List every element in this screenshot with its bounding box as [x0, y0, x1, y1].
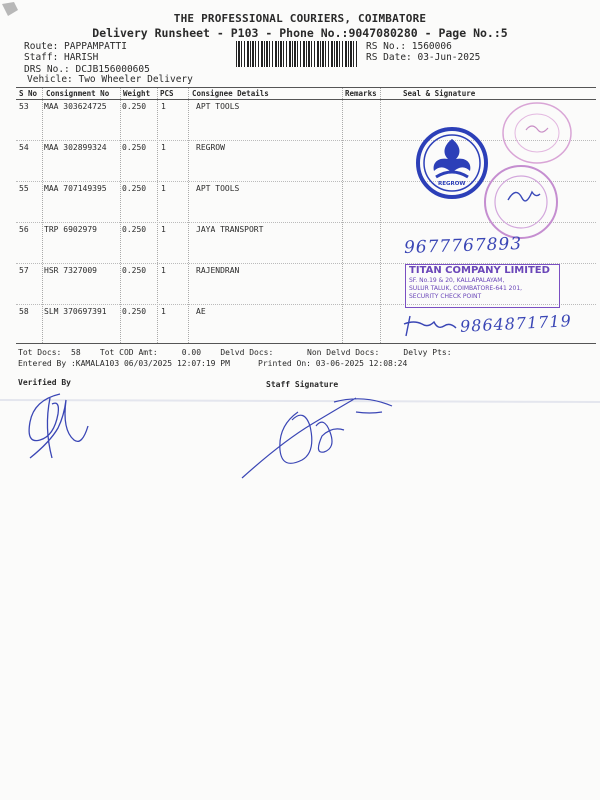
col-pcs: PCS [160, 89, 174, 98]
round-stamp-faint [498, 98, 576, 168]
rs-date: RS Date: 03-Jun-2025 [366, 52, 481, 63]
titan-line-2: SF. No.19 & 20, KALLAPALAYAM, [409, 277, 505, 284]
col-sno: S No [19, 89, 38, 98]
cell-consignee: JAYA TRANSPORT [196, 225, 264, 234]
col-consignment: Consignment No [46, 89, 110, 98]
cell-consignee: REGROW [196, 143, 225, 152]
vehicle-label: Vehicle: Two Wheeler Delivery [27, 74, 193, 85]
staff-label: Staff: HARISH [24, 52, 99, 63]
titan-line-3: SULUR TALUK, COIMBATORE-641 201, [409, 285, 523, 292]
printed-on: Printed On: 03-06-2025 12:08:24 [258, 359, 408, 368]
non-delvd-docs-label: Non Delvd Docs: [307, 348, 380, 357]
cell-sno: 55 [19, 184, 29, 193]
staff-signature-label: Staff Signature [266, 380, 339, 389]
barcode [236, 41, 358, 67]
col-seal: Seal & Signature [403, 89, 476, 98]
cell-consignment: TRP 6902979 [44, 225, 97, 234]
drs-label: DRS No.: DCJB156000605 [24, 64, 150, 75]
cell-consignment: SLM 370697391 [44, 307, 107, 316]
regrow-stamp-text: REGROW [438, 181, 466, 187]
delvd-docs-label: Delvd Docs: [220, 348, 274, 357]
cell-sno: 54 [19, 143, 29, 152]
row-signature [402, 312, 462, 342]
cell-consignment: MAA 303624725 [44, 102, 107, 111]
cell-weight: 0.250 [122, 307, 147, 316]
cell-consignee: APT TOOLS [196, 184, 240, 193]
cell-weight: 0.250 [122, 102, 147, 111]
cell-pcs: 1 [161, 225, 166, 234]
cell-weight: 0.250 [122, 225, 147, 234]
cell-consignment: MAA 302899324 [44, 143, 107, 152]
cell-consignee: RAJENDRAN [196, 266, 240, 275]
cell-pcs: 1 [161, 307, 166, 316]
tot-cod-value: 0.00 [181, 348, 202, 357]
col-remarks: Remarks [345, 89, 377, 98]
table-bottom-rule [16, 343, 596, 344]
route-label: Route: PAPPAMPATTI [24, 41, 127, 52]
cell-pcs: 1 [161, 102, 166, 111]
cell-sno: 53 [19, 102, 29, 111]
handwritten-phone-2: 9864871719 [459, 311, 573, 336]
titan-company-stamp [405, 264, 560, 308]
cell-pcs: 1 [161, 184, 166, 193]
cell-sno: 57 [19, 266, 29, 275]
cell-sno: 58 [19, 307, 29, 316]
cell-consignment: MAA 707149395 [44, 184, 107, 193]
cell-weight: 0.250 [122, 184, 147, 193]
cell-consignment: HSR 7327009 [44, 266, 97, 275]
company-title: THE PROFESSIONAL COURIERS, COIMBATORE [173, 12, 427, 25]
rs-number: RS No.: 1560006 [366, 41, 452, 52]
col-consignee: Consignee Details [192, 89, 269, 98]
delvy-pts-label: Delvy Pts: [403, 348, 452, 357]
verified-by-label: Verified By [18, 378, 71, 387]
staff-signature [238, 386, 418, 482]
cell-sno: 56 [19, 225, 29, 234]
table-top-rule [16, 87, 596, 88]
cell-consignee: APT TOOLS [196, 102, 240, 111]
round-stamp-purple [480, 162, 562, 242]
verified-by-signature [20, 388, 100, 466]
tot-cod-label: Tot COD Amt: [99, 348, 158, 357]
cell-pcs: 1 [161, 266, 166, 275]
cell-consignee: AE [196, 307, 206, 316]
cell-weight: 0.250 [122, 143, 147, 152]
col-weight: Weight [123, 89, 151, 98]
totals-line [18, 348, 452, 357]
tot-docs-label: Tot Docs: [18, 348, 62, 357]
titan-line-4: SECURITY CHECK POINT [409, 293, 482, 300]
handwritten-phone-1: 9677767893 [403, 233, 523, 259]
regrow-stamp [414, 125, 490, 201]
titan-line-1: TITAN COMPANY LIMITED [409, 265, 550, 276]
cell-pcs: 1 [161, 143, 166, 152]
cell-weight: 0.250 [122, 266, 147, 275]
tot-docs-value: 58 [71, 348, 81, 357]
entered-by: Entered By :KAMALA103 06/03/2025 12:07:19 PM [18, 359, 230, 368]
runsheet-title: Delivery Runsheet - P103 - Phone No.:9047080280 - Page No.:5 [92, 26, 508, 40]
